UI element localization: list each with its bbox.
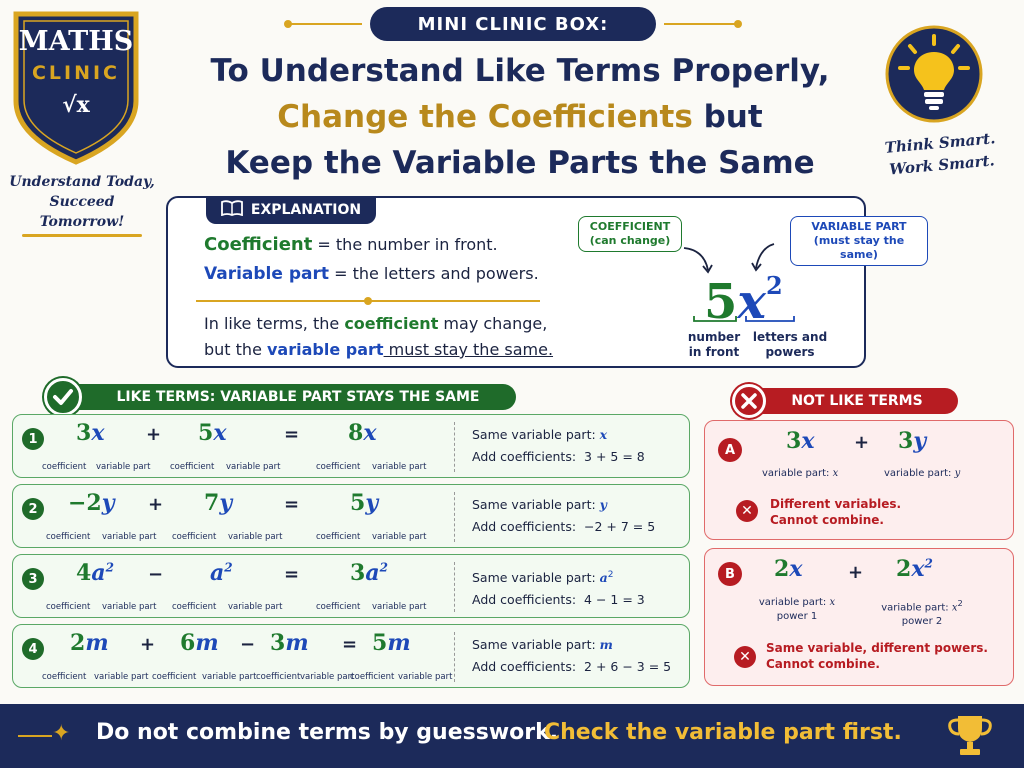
footer-text-white: Do not combine terms by guesswork. <box>96 720 559 745</box>
row2-t1-var: y <box>101 490 115 516</box>
row4-term1 <box>70 630 109 656</box>
example-power: 2 <box>766 271 783 300</box>
logo-line-maths: MATHS <box>18 26 134 57</box>
row2-lbl-coef1: coefficient <box>46 532 91 542</box>
explanation-tag-label: EXPLANATION <box>250 202 362 218</box>
row1-t3-var: x <box>363 420 377 446</box>
tagline-right <box>874 126 1007 181</box>
expl-sent-coef: coefficient <box>344 314 439 333</box>
nla-t1-var: x <box>801 428 815 454</box>
row2-add-label: Add coefficients: <box>472 519 577 534</box>
check-icon <box>44 378 82 416</box>
nla-op: + <box>854 432 870 453</box>
under-var-1: letters and <box>752 330 828 344</box>
row4-t3-coef: 3 <box>270 630 286 656</box>
row3-lbl-var3: variable part <box>372 602 427 612</box>
row-number-3: 3 <box>22 568 44 590</box>
row3-same-pow: 2 <box>607 570 614 580</box>
row4-same-val: m <box>599 637 613 652</box>
expl-sent-a: In like terms, the <box>204 314 345 333</box>
row3-t2-pow: 2 <box>224 560 233 575</box>
row3-t3-coef: 3 <box>350 560 366 586</box>
row3-equals: = <box>284 564 300 585</box>
row2-t3-var: y <box>365 490 379 516</box>
under-coef-2: in front <box>688 345 740 359</box>
under-coef-1: number <box>687 330 741 344</box>
expl-sentence-2 <box>204 340 553 359</box>
variable-def: = the letters and powers. <box>328 264 539 283</box>
nla-x-icon: ✕ <box>736 500 758 522</box>
footer-text-gold: Check the variable part first. <box>544 720 902 745</box>
nlb-power1: power 1 <box>776 611 818 622</box>
nlb-t1-var: x <box>789 556 803 582</box>
like-terms-heading-label: LIKE TERMS: VARIABLE PART STAYS THE SAME <box>116 389 480 405</box>
badge-dot-left <box>284 20 292 28</box>
var-bubble-title: VARIABLE PART <box>811 220 907 233</box>
row2-term3 <box>350 490 378 516</box>
row2-term1 <box>68 490 115 516</box>
nla-label2 <box>884 468 960 479</box>
row2-term2 <box>204 490 232 516</box>
coefficient-word: Coefficient <box>204 234 313 255</box>
row2-divider <box>454 492 455 542</box>
row1-same-val: x <box>599 427 608 442</box>
nlb-l2: variable part: <box>881 602 952 614</box>
row3-lbl-var1: variable part <box>102 602 157 612</box>
row1-term1 <box>76 420 104 446</box>
row1-lbl-coef3: coefficient <box>316 462 361 472</box>
title-line2 <box>170 96 870 138</box>
nlb-msg2: Cannot combine. <box>766 657 880 671</box>
row3-term2 <box>210 560 233 586</box>
row3-t2-var: a <box>210 560 225 586</box>
row3-t1-coef: 4 <box>76 560 92 586</box>
cross-icon <box>732 384 766 418</box>
var-bubble-sub: (must stay the same) <box>813 234 905 261</box>
row4-term4 <box>372 630 411 656</box>
row1-lbl-var2: variable part <box>226 462 281 472</box>
title-highlight: Change the Coefficients <box>277 99 693 135</box>
badge-dot-right <box>734 20 742 28</box>
nlb-t2-var: x <box>911 556 925 582</box>
row2-lbl-coef2: coefficient <box>172 532 217 542</box>
row4-op1: + <box>140 634 156 655</box>
nlb-l1v: x <box>829 597 836 608</box>
row2-lbl-var3: variable part <box>372 532 427 542</box>
variable-bubble <box>790 216 928 266</box>
row1-term2 <box>198 420 226 446</box>
nla-term2 <box>898 428 926 454</box>
not-like-letter-a: A <box>718 438 742 462</box>
row2-t1-coef: −2 <box>68 490 102 516</box>
mini-clinic-badge: MINI CLINIC BOX: <box>370 7 656 41</box>
row3-add-label: Add coefficients: <box>472 592 577 608</box>
row1-same-label: Same variable part: <box>472 427 600 442</box>
row4-lbl-var1: variable part <box>94 672 149 682</box>
row3-op1: − <box>148 564 164 585</box>
row3-t1-var: a <box>91 560 106 586</box>
nla-msg2: Cannot combine. <box>770 513 884 527</box>
expl-sent-b: may change, <box>438 314 548 333</box>
row4-lbl-var3: variable part <box>300 672 355 682</box>
row4-t4-var: m <box>387 630 411 656</box>
logo-symbol: √x <box>62 92 90 118</box>
row3-same-label: Same variable part: <box>472 570 600 586</box>
row1-side <box>472 424 645 468</box>
row-number-4: 4 <box>22 638 44 660</box>
badge-dash-right <box>664 23 736 25</box>
row4-equals: = <box>342 634 358 655</box>
row4-term3 <box>270 630 309 656</box>
row2-t2-coef: 7 <box>204 490 220 516</box>
row1-t2-var: x <box>213 420 227 446</box>
row3-term3 <box>350 560 388 586</box>
row4-divider <box>454 632 455 682</box>
example-coef-caption <box>686 330 742 360</box>
row3-side <box>472 564 645 611</box>
nla-l2: variable part: <box>884 468 955 479</box>
row1-op1: + <box>146 424 162 445</box>
row2-side <box>472 494 655 538</box>
row3-lbl-coef2: coefficient <box>172 602 217 612</box>
variable-definition <box>204 264 539 284</box>
expl-sent-c: but the <box>204 340 267 359</box>
nla-term1 <box>786 428 814 454</box>
like-terms-heading <box>50 384 516 410</box>
row4-side <box>472 634 671 678</box>
row-number-2: 2 <box>22 498 44 520</box>
row2-op1: + <box>148 494 164 515</box>
row3-same-val: a <box>599 570 608 586</box>
coefficient-definition <box>204 234 498 255</box>
variable-word: Variable part <box>204 264 329 284</box>
nlb-l1: variable part: <box>758 597 830 608</box>
coefficient-def: = the number in front. <box>312 235 498 254</box>
row4-lbl-var2: variable part <box>202 672 257 682</box>
not-like-letter-b: B <box>718 562 742 586</box>
row3-divider <box>454 562 455 612</box>
nlb-l2p: 2 <box>957 598 963 608</box>
row1-term3 <box>348 420 376 446</box>
row3-t1-pow: 2 <box>105 560 114 575</box>
row4-lbl-coef1: coefficient <box>42 672 87 682</box>
explanation-tag <box>206 196 376 224</box>
example-var-caption <box>748 330 832 360</box>
row4-same-label: Same variable part: <box>472 637 600 652</box>
nlb-l2v: x <box>951 602 958 614</box>
nlb-term2 <box>896 556 933 582</box>
row4-t2-var: m <box>195 630 219 656</box>
nlb-op: + <box>848 562 864 583</box>
coef-bubble-sub: (can change) <box>589 234 671 247</box>
row4-lbl-var4: variable part <box>398 672 453 682</box>
row1-t1-coef: 3 <box>76 420 92 446</box>
example-braces <box>690 314 800 328</box>
tagline-left-line1: Understand Today, <box>9 174 155 190</box>
badge-dash-left <box>290 23 362 25</box>
not-like-terms-heading <box>740 388 958 414</box>
nlb-label1 <box>752 596 842 624</box>
row1-t3-coef: 8 <box>348 420 364 446</box>
nla-t2-coef: 3 <box>898 428 914 454</box>
row1-equals: = <box>284 424 300 445</box>
row4-op2: − <box>240 634 256 655</box>
nla-message <box>770 496 901 528</box>
row3-lbl-coef1: coefficient <box>46 602 91 612</box>
row3-t3-pow: 2 <box>379 560 388 575</box>
nlb-label2 <box>872 596 972 629</box>
footer-line <box>18 735 52 737</box>
nla-l1v: x <box>832 468 839 479</box>
row4-t1-var: m <box>85 630 109 656</box>
row2-t2-var: y <box>219 490 233 516</box>
nlb-message <box>766 640 988 672</box>
expl-divider-dot <box>364 297 372 305</box>
expl-sent-var: variable part <box>267 340 384 359</box>
tagline-left-line2: Succeed Tomorrow! <box>39 194 125 230</box>
lightbulb-icon <box>884 24 984 124</box>
sparkle-icon: ✦ <box>52 721 71 746</box>
coefficient-bubble <box>578 216 682 252</box>
row2-equals: = <box>284 494 300 515</box>
row3-t3-var: a <box>365 560 380 586</box>
expl-sent-d: must stay the same. <box>383 340 554 359</box>
nla-label1 <box>762 468 838 479</box>
row-number-1: 1 <box>22 428 44 450</box>
nlb-msg1: Same variable, different powers. <box>766 641 988 655</box>
tagline-right-line2: Work Smart. <box>888 151 996 179</box>
row4-term2 <box>180 630 219 656</box>
nla-t1-coef: 3 <box>786 428 802 454</box>
logo-line-clinic: CLINIC <box>31 62 121 84</box>
nlb-x-icon: ✕ <box>734 646 756 668</box>
row3-lbl-var2: variable part <box>228 602 283 612</box>
nlb-t2-coef: 2 <box>896 556 912 582</box>
title-line1: To Understand Like Terms Properly, <box>210 53 830 89</box>
example-coefficient: 5 <box>704 274 738 330</box>
row4-t2-coef: 6 <box>180 630 196 656</box>
trophy-icon <box>944 710 996 764</box>
under-var-2: powers <box>765 345 815 359</box>
coef-bubble-title: COEFFICIENT <box>589 220 671 233</box>
row1-t1-var: x <box>91 420 105 446</box>
nla-t2-var: y <box>913 428 927 454</box>
nlb-power2: power 2 <box>901 616 943 628</box>
row2-lbl-var1: variable part <box>102 532 157 542</box>
title-line3: Keep the Variable Parts the Same <box>225 145 815 181</box>
tagline-right-line1: Think Smart. <box>884 129 996 157</box>
row4-lbl-coef2: coefficient <box>152 672 197 682</box>
title-line2-rest: but <box>692 99 763 135</box>
row2-t3-coef: 5 <box>350 490 366 516</box>
row2-same-val: y <box>599 497 607 512</box>
tagline-underline <box>22 234 142 237</box>
row4-lbl-coef3: coefficient <box>256 672 301 682</box>
row2-lbl-coef3: coefficient <box>316 532 361 542</box>
nlb-term1 <box>774 556 802 582</box>
row4-t4-coef: 5 <box>372 630 388 656</box>
row1-lbl-coef1: coefficient <box>42 462 87 472</box>
expl-sentence-1 <box>204 314 547 333</box>
row3-lbl-coef3: coefficient <box>316 602 361 612</box>
row2-same-label: Same variable part: <box>472 497 600 512</box>
row4-add-label: Add coefficients: <box>472 659 577 674</box>
row1-lbl-coef2: coefficient <box>170 462 215 472</box>
row2-add-val: −2 + 7 = 5 <box>584 519 656 534</box>
nlb-t2-pow: 2 <box>924 556 933 571</box>
book-icon <box>221 200 243 220</box>
nla-l1: variable part: <box>762 468 833 479</box>
row4-add-val: 2 + 6 − 3 = 5 <box>584 659 672 674</box>
row4-t3-var: m <box>285 630 309 656</box>
row1-divider <box>454 422 455 472</box>
row4-lbl-coef4: coefficient <box>350 672 395 682</box>
not-like-heading-label: NOT LIKE TERMS <box>791 393 923 409</box>
nla-msg1: Different variables. <box>770 497 902 511</box>
row3-add-val: 4 − 1 = 3 <box>584 592 645 608</box>
nla-l2v: y <box>954 468 961 479</box>
row4-t1-coef: 2 <box>70 630 86 656</box>
row1-t2-coef: 5 <box>198 420 214 446</box>
row1-add-val: 3 + 5 = 8 <box>584 449 645 464</box>
row1-lbl-var3: variable part <box>372 462 427 472</box>
example-variable: x <box>737 274 767 330</box>
nlb-t1-coef: 2 <box>774 556 790 582</box>
row1-lbl-var1: variable part <box>96 462 151 472</box>
tagline-left <box>8 172 156 237</box>
row3-term1 <box>76 560 114 586</box>
row2-lbl-var2: variable part <box>228 532 283 542</box>
row1-add-label: Add coefficients: <box>472 449 577 464</box>
